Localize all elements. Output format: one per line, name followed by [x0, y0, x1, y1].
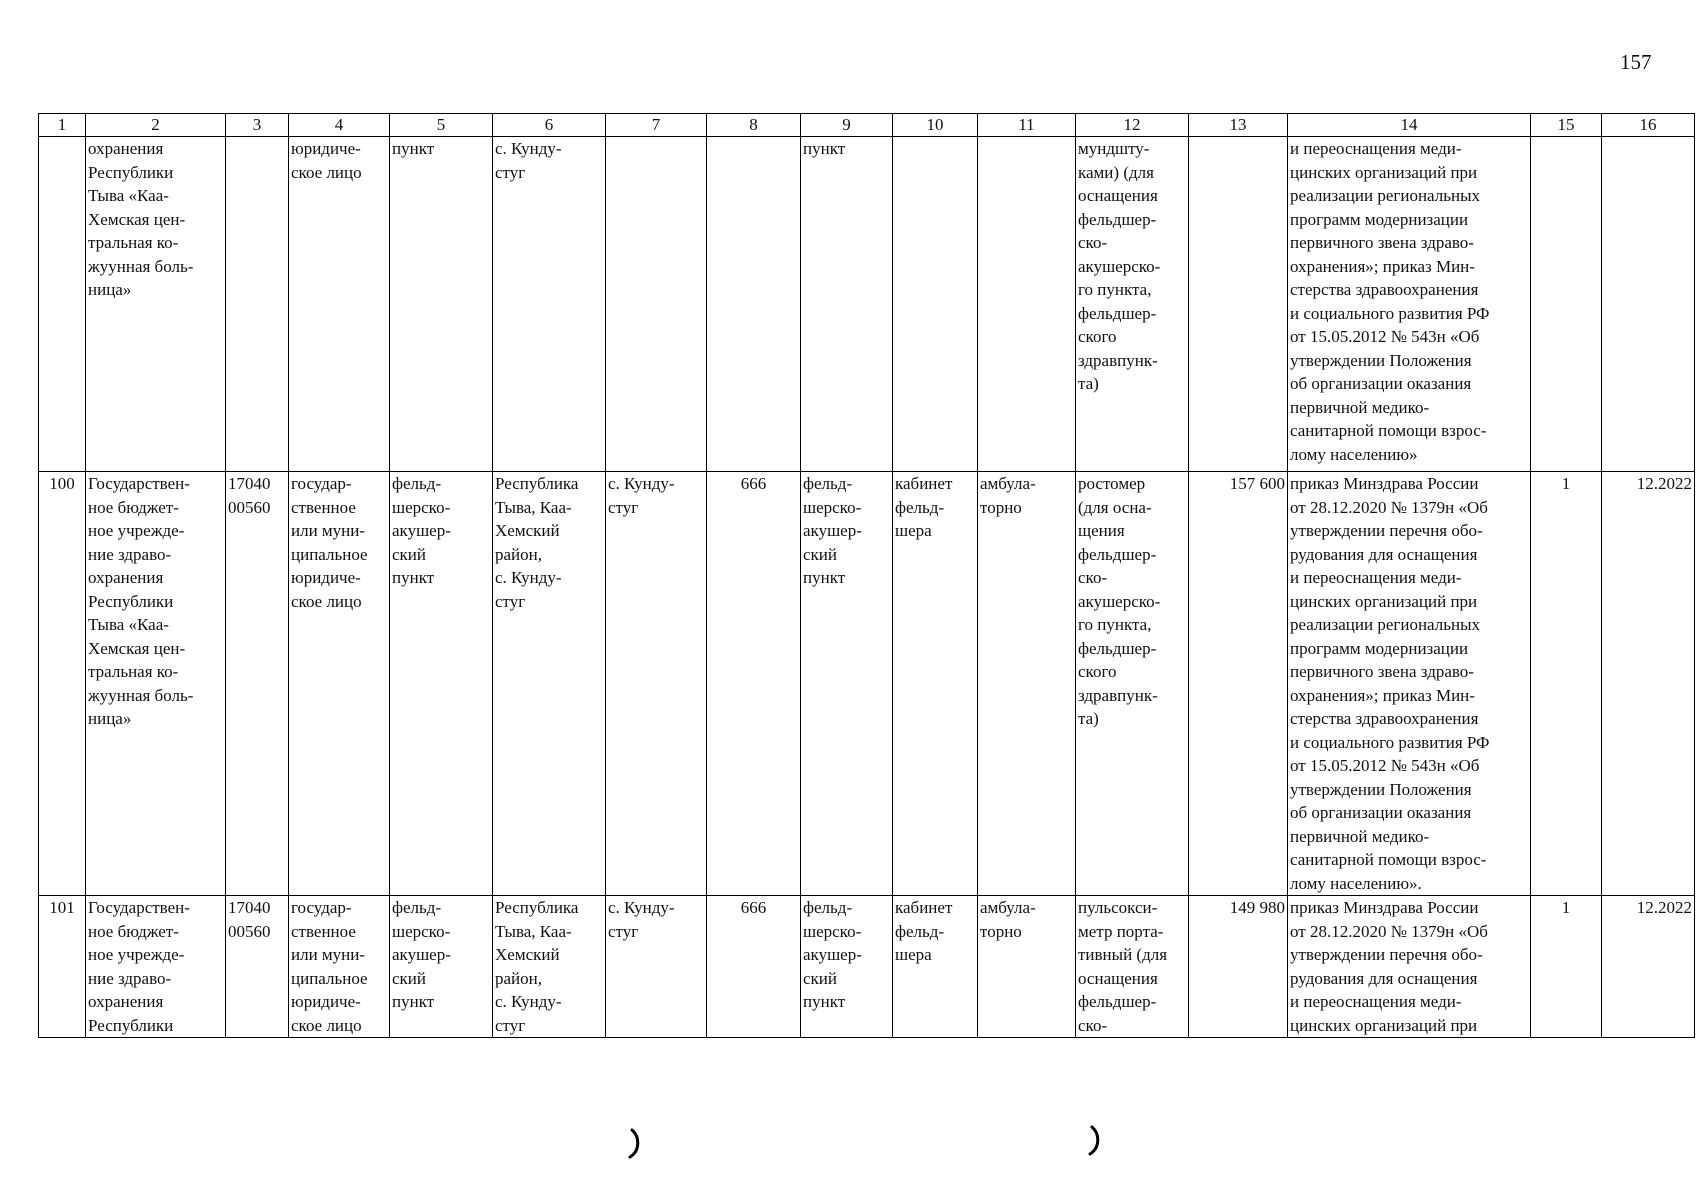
- code-cell: [226, 137, 289, 472]
- column-header: 13: [1189, 114, 1288, 137]
- row-number-cell: [39, 137, 86, 472]
- column-header: 10: [893, 114, 978, 137]
- column-header: 6: [493, 114, 606, 137]
- row-number-cell: 101: [39, 896, 86, 1038]
- column-header: 11: [978, 114, 1076, 137]
- column-header: 4: [289, 114, 390, 137]
- table-row: [39, 896, 1695, 1038]
- basis-cell: приказ Минздрава России от 28.12.2020 № 1379н «Об утверждении перечня обо- рудования для оснащения и переоснащения меди- цинских организаций при: [1288, 896, 1531, 1038]
- facility-type-cell: фельд- шерско- акушер- ский пункт: [390, 896, 493, 1038]
- address-cell: Республика Тыва, Каа- Хемский район, с. Кунду- стуг: [493, 896, 606, 1038]
- document-table: [38, 113, 1695, 1038]
- code-cell: 17040 00560: [226, 472, 289, 896]
- settlement-cell: с. Кунду- стуг: [606, 896, 707, 1038]
- column-number-header: [39, 114, 1695, 137]
- column-header: 5: [390, 114, 493, 137]
- population-cell: [707, 137, 801, 472]
- equipment-cell: ростомер (для осна- щения фельдшер- ско- акушерско- го пункта, фельдшер- ского здравпунк- та): [1076, 472, 1189, 896]
- population-cell: 666: [707, 896, 801, 1038]
- scan-mark-left: [626, 1127, 646, 1161]
- price-cell: 149 980: [1189, 896, 1288, 1038]
- row-number-cell: 100: [39, 472, 86, 896]
- date-cell: [1602, 137, 1695, 472]
- column-header: 7: [606, 114, 707, 137]
- subdivision-cell: фельд- шерско- акушер- ский пункт: [801, 472, 893, 896]
- price-cell: [1189, 137, 1288, 472]
- date-cell: 12.2022: [1602, 472, 1695, 896]
- legal-form-cell: государ- ственное или муни- ципальное юридиче- ское лицо: [289, 896, 390, 1038]
- cabinet-cell: кабинет фельд- шера: [893, 472, 978, 896]
- equipment-cell: мундшту- ками) (для оснащения фельдшер- ско- акушерско- го пункта, фельдшер- ского здравпунк- та): [1076, 137, 1189, 472]
- column-header: 3: [226, 114, 289, 137]
- table-row: [39, 137, 1695, 472]
- institution-cell: Государствен- ное бюджет- ное учрежде- ние здраво- охранения Республики Тыва «Каа- Хемская цен- тральная ко- жуунная боль- ница»: [86, 472, 226, 896]
- care-form-cell: [978, 137, 1076, 472]
- basis-cell: приказ Минздрава России от 28.12.2020 № 1379н «Об утверждении перечня обо- рудования для оснащения и переоснащения меди- цинских организаций при реализации региональных программ модернизации первичного звена здраво- охранения»; приказ Мин- стерства здравоохранения и социального развития РФ от 15.05.2012 № 543н «Об утверждении Положения об организации оказания первичной медико- санитарной помощи взрос- лому населению».: [1288, 472, 1531, 896]
- facility-type-cell: пункт: [390, 137, 493, 472]
- quantity-cell: 1: [1531, 472, 1602, 896]
- column-header: 2: [86, 114, 226, 137]
- population-cell: 666: [707, 472, 801, 896]
- page-number: 157: [1620, 50, 1652, 74]
- address-cell: с. Кунду- стуг: [493, 137, 606, 472]
- column-header: 8: [707, 114, 801, 137]
- quantity-cell: [1531, 137, 1602, 472]
- cabinet-cell: [893, 137, 978, 472]
- column-header: 14: [1288, 114, 1531, 137]
- care-form-cell: амбула- торно: [978, 472, 1076, 896]
- settlement-cell: [606, 137, 707, 472]
- column-header: 16: [1602, 114, 1695, 137]
- settlement-cell: с. Кунду- стуг: [606, 472, 707, 896]
- code-cell: 17040 00560: [226, 896, 289, 1038]
- equipment-cell: пульсокси- метр порта- тивный (для оснащения фельдшер- ско-: [1076, 896, 1189, 1038]
- date-cell: 12.2022: [1602, 896, 1695, 1038]
- subdivision-cell: пункт: [801, 137, 893, 472]
- price-cell: 157 600: [1189, 472, 1288, 896]
- column-header: 15: [1531, 114, 1602, 137]
- column-header: 12: [1076, 114, 1189, 137]
- facility-type-cell: фельд- шерско- акушер- ский пункт: [390, 472, 493, 896]
- address-cell: Республика Тыва, Каа- Хемский район, с. Кунду- стуг: [493, 472, 606, 896]
- institution-cell: охранения Республики Тыва «Каа- Хемская цен- тральная ко- жуунная боль- ница»: [86, 137, 226, 472]
- legal-form-cell: юридиче- ское лицо: [289, 137, 390, 472]
- cabinet-cell: кабинет фельд- шера: [893, 896, 978, 1038]
- subdivision-cell: фельд- шерско- акушер- ский пункт: [801, 896, 893, 1038]
- scan-mark-right: [1086, 1124, 1106, 1158]
- quantity-cell: 1: [1531, 896, 1602, 1038]
- institution-cell: Государствен- ное бюджет- ное учрежде- ние здраво- охранения Республики: [86, 896, 226, 1038]
- table-row: [39, 472, 1695, 896]
- column-header: 9: [801, 114, 893, 137]
- care-form-cell: амбула- торно: [978, 896, 1076, 1038]
- legal-form-cell: государ- ственное или муни- ципальное юридиче- ское лицо: [289, 472, 390, 896]
- basis-cell: и переоснащения меди- цинских организаций при реализации региональных программ модернизации первичного звена здраво- охранения»; приказ Мин- стерства здравоохранения и социального развития РФ от 15.05.2012 № 543н «Об утверждении Положения об организации оказания первичной медико- санитарной помощи взрос- лому населению»: [1288, 137, 1531, 472]
- column-header: 1: [39, 114, 86, 137]
